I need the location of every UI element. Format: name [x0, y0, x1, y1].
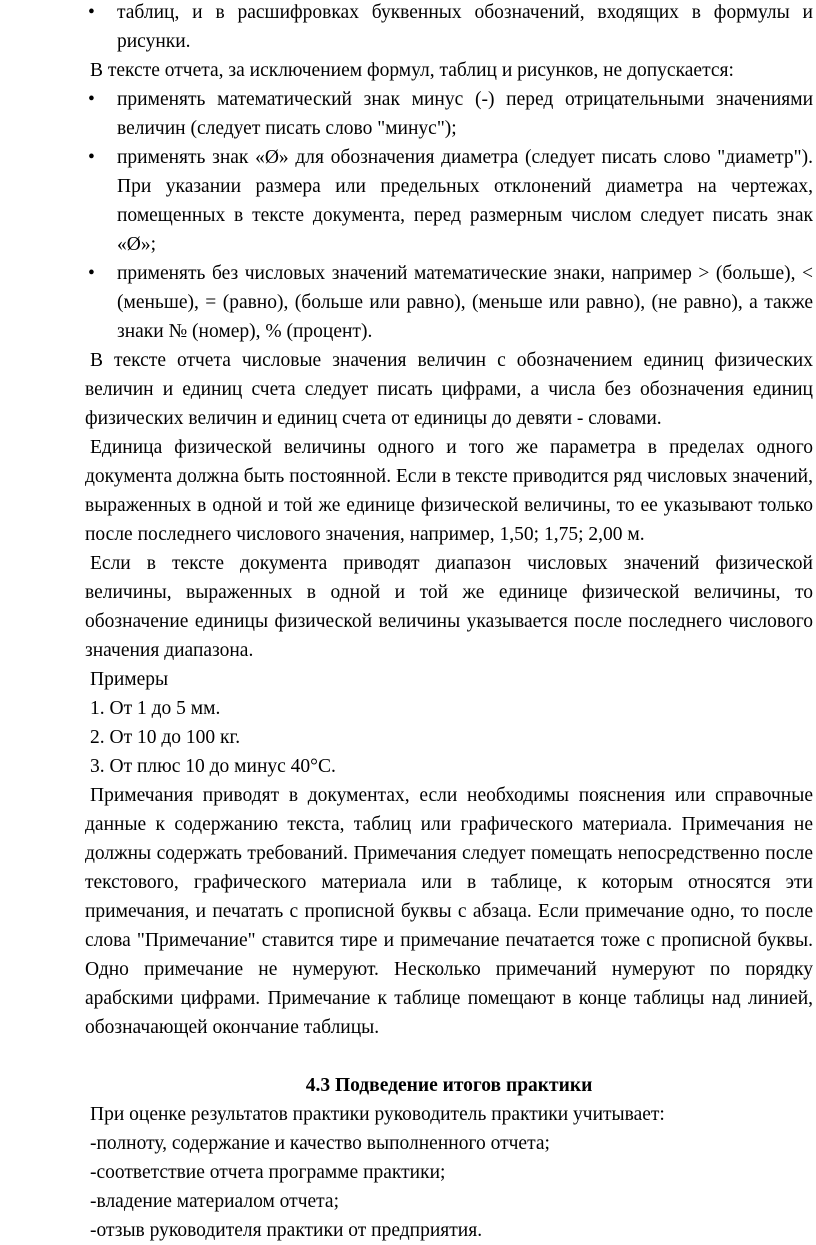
paragraph-units: Единица физической величины одного и того же параметра в пределах одного документа должна быть постоянной. Если в тексте приводится ряд числовых значений, выраженных в одной и той же единице физической величины, то ее указывают только после последнего числового значения, например, 1,50; 1,75; 2,00 м. [85, 437, 813, 545]
bullet-icon: • [88, 89, 95, 110]
criteria-item: -владение материалом отчета; [90, 1191, 339, 1212]
bullet-text: таблиц, и в расшифровках буквенных обозначений, входящих в формулы и рисунки. [117, 2, 813, 52]
bullet-text: применять математический знак минус (-) перед отрицательными значениями величин (следует писать слово "минус"); [117, 89, 813, 139]
examples-title: Примеры [90, 669, 169, 690]
section-lead: При оценке результатов практики руководитель практики учитывает: [90, 1104, 665, 1125]
document-page [85, 0, 813, 1245]
bullet-text: применять знак «Ø» для обозначения диаметра (следует писать слово "диаметр"). При указании размера или предельных отклонений диаметра на чертежах, помещенных в тексте документа, перед размерным числом следует писать знак «Ø»; [117, 147, 813, 255]
section-heading: 4.3 Подведение итогов практики [305, 1075, 593, 1096]
notes-paragraph: Примечания приводят в документах, если необходимы пояснения или справочные данные к содержанию текста, таблиц или графического материала. Примечания не должны содержать требований. Примечания следует помещать непосредственно после текстового, графического материала или в таблице, к которым относятся эти примечания, и печатать с прописной буквы с абзаца. Если примечание одно, то после слова "Примечание" ставится тире и примечание печатается тоже с прописной буквы. Одно примечание не нумеруют. Несколько примечаний нумеруют по порядку арабскими цифрами. Примечание к таблице помещают в конце таблицы над линией, обозначающей окончание таблицы. [85, 785, 813, 1038]
paragraph-range: Если в тексте документа приводят диапазон числовых значений физической величины, выраженных в одной и той же единице физической величины, то обозначение единицы физической величины указывается после последнего числового значения диапазона. [85, 553, 813, 661]
criteria-item: -соответствие отчета программе практики; [90, 1162, 446, 1183]
bullet-icon: • [88, 2, 95, 23]
intro-text: В тексте отчета, за исключением формул, таблиц и рисунков, не допускается: [90, 60, 734, 81]
example-item: 1. От 1 до 5 мм. [90, 698, 221, 719]
bullet-item [85, 143, 813, 259]
example-item: 3. От плюс 10 до минус 40°С. [90, 756, 336, 777]
bullet-icon: • [88, 263, 95, 284]
bullet-item [85, 259, 813, 346]
bullet-text: применять без числовых значений математические знаки, например > (больше), < (меньше), = (равно), (больше или равно), (меньше или равно), (не равно), а также знаки № (номер), % (процент). [117, 263, 813, 342]
bullet-icon: • [88, 147, 95, 168]
criteria-item: -отзыв руководителя практики от предприятия. [90, 1220, 483, 1241]
example-item: 2. От 10 до 100 кг. [90, 727, 241, 748]
criteria-item: -полноту, содержание и качество выполненного отчета; [90, 1133, 550, 1154]
bullet-item [85, 0, 813, 56]
paragraph-numbers: В тексте отчета числовые значения величин с обозначением единиц физических величин и единиц счета следует писать цифрами, а числа без обозначения единиц физических величин и единиц счета от единицы до девяти - словами. [85, 350, 813, 429]
bullet-item [85, 85, 813, 143]
